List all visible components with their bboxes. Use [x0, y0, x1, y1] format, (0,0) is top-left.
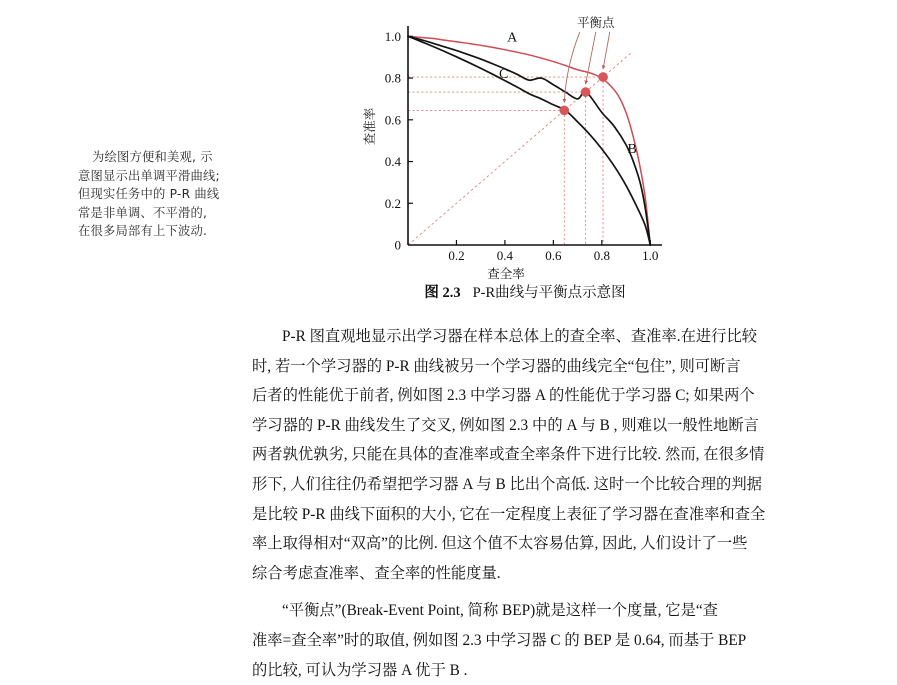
bep-annotation-arrow — [603, 32, 610, 69]
x-tick-label: 0.2 — [448, 248, 465, 263]
labels — [362, 15, 637, 281]
y-axis-label: 查准率 — [362, 107, 377, 146]
guide-lines — [408, 53, 631, 245]
diagonal-reference-line — [408, 53, 631, 245]
text-line: 后者的性能优于前者, 例如图 2.3 中学习器 A 的性能优于学习器 C; 如果两个 — [252, 387, 755, 405]
figure-caption — [360, 281, 690, 302]
y-tick-label: 1.0 — [384, 28, 401, 44]
text-line: “平衡点”(Break-Event Point, 简称 BEP)就是这样一个度量, 它是“查 — [282, 602, 718, 620]
margin-note-line: 为绘图方便和美观, 示 — [92, 150, 213, 164]
margin-note — [78, 148, 260, 241]
text-line: 形下, 人们往往仍希望把学习器 A 与 B 比出个高低. 这时一个比较合理的判据 — [252, 475, 762, 493]
text-line: 学习器的 P-R 曲线发生了交叉, 例如图 2.3 中的 A 与 B , 则难以一般性地断言 — [252, 416, 759, 434]
text-line: 率上取得相对“双高”的比例. 但这个值不太容易估算, 因此, 人们设计了一些 — [252, 535, 748, 553]
y-tick-label: 0.6 — [384, 112, 401, 128]
text-line: 综合考虑查准率、查全率的性能度量. — [252, 564, 501, 582]
margin-note-line: 意图显示出单调平滑曲线; — [78, 168, 220, 183]
y-tick-label: 0.2 — [384, 195, 401, 211]
bep-annotation-arrow — [586, 32, 596, 84]
margin-note-line: 但现实任务中的 P-R 曲线 — [78, 187, 220, 201]
x-tick-label: 0.4 — [496, 248, 514, 263]
bep-annotation-label: 平衡点 — [577, 14, 615, 30]
text-line: P-R 图直观地显示出学习器在样本总体上的查全率、查准率.在进行比较 — [282, 328, 758, 345]
y-tick-label: 0.4 — [384, 154, 401, 170]
curve-label-a: A — [507, 30, 518, 46]
pr-curve-figure — [360, 8, 690, 308]
bep-point-b — [581, 87, 590, 96]
text-line: 的比较, 可认为学习器 A 优于 B . — [252, 661, 468, 679]
curve-label-c: C — [499, 67, 509, 83]
margin-note-line: 在很多局部有上下波动. — [78, 224, 208, 238]
axes — [385, 26, 662, 263]
x-tick-label: 0.6 — [545, 248, 562, 263]
figure-caption-number: 图 2.3 — [424, 285, 461, 301]
x-tick-label: 0.8 — [593, 248, 610, 263]
bep-point-c — [560, 106, 569, 115]
figure-caption-text: P-R曲线与平衡点示意图 — [472, 285, 626, 301]
x-tick-label: 1.0 — [642, 248, 659, 263]
y-tick-label: 0 — [394, 237, 401, 253]
paragraph-pr-graph — [252, 322, 897, 588]
bep-point-a — [598, 72, 607, 81]
text-line: 时, 若一个学习器的 P-R 曲线被另一个学习器的曲线完全“包住”, 则可断言 — [252, 357, 741, 375]
body-text — [252, 322, 897, 685]
text-line: 是比较 P-R 曲线下面积的大小, 它在一定程度上表征了学习器在查准率和查全 — [252, 505, 766, 523]
margin-note-line: 常是非单调、不平滑的, — [78, 205, 208, 220]
text-line: 两者孰优孰劣, 只能在具体的查准率或查全率条件下进行比较. 然而, 在很多情 — [252, 446, 765, 464]
curve-label-b: B — [627, 142, 637, 158]
y-tick-label: 0.8 — [384, 70, 401, 86]
x-axis-label: 查全率 — [487, 266, 525, 281]
pr-curve-chart — [360, 8, 690, 308]
paragraph-bep — [252, 596, 897, 685]
text-line: 准率=查全率”时的取值, 例如图 2.3 中学习器 C 的 BEP 是 0.64, 而基于 BEP — [252, 631, 747, 649]
